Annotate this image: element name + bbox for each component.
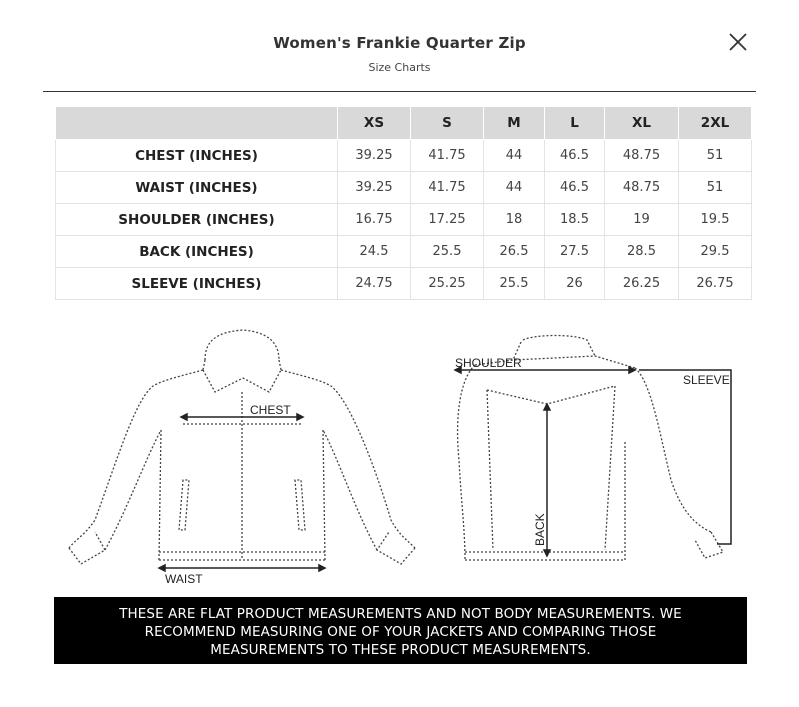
column-header: 2XL xyxy=(679,107,752,140)
table-cell: 51 xyxy=(679,172,752,204)
table-cell: 46.5 xyxy=(545,140,605,172)
notice-line: MEASUREMENTS TO THESE PRODUCT MEASUREMENTS. xyxy=(210,642,591,658)
row-label: BACK (INCHES) xyxy=(56,236,338,268)
notice-line: RECOMMEND MEASURING ONE OF YOUR JACKETS AND COMPARING THOSE xyxy=(144,624,657,640)
table-cell: 41.75 xyxy=(411,140,484,172)
modal-subtitle: Size Charts xyxy=(368,61,431,74)
row-label: CHEST (INCHES) xyxy=(56,140,338,172)
table-cell: 26.75 xyxy=(679,268,752,300)
table-cell: 51 xyxy=(679,140,752,172)
table-cell: 48.75 xyxy=(605,140,679,172)
notice-text xyxy=(54,605,747,659)
table-row xyxy=(56,204,752,236)
row-label: WAIST (INCHES) xyxy=(56,172,338,204)
table-row xyxy=(56,172,752,204)
table-cell: 44 xyxy=(484,140,545,172)
size-chart-table xyxy=(55,106,752,300)
table-cell: 19.5 xyxy=(679,204,752,236)
header-divider xyxy=(43,91,756,92)
row-label: SHOULDER (INCHES) xyxy=(56,204,338,236)
back-label: BACK xyxy=(533,513,547,546)
table-cell: 25.5 xyxy=(411,236,484,268)
table-row xyxy=(56,140,752,172)
column-header: S xyxy=(411,107,484,140)
table-cell: 18 xyxy=(484,204,545,236)
table-cell: 16.75 xyxy=(338,204,411,236)
table-cell: 19 xyxy=(605,204,679,236)
table-cell: 18.5 xyxy=(545,204,605,236)
row-label: SLEEVE (INCHES) xyxy=(56,268,338,300)
modal-header xyxy=(0,0,799,92)
table-cell: 29.5 xyxy=(679,236,752,268)
table-cell: 24.75 xyxy=(338,268,411,300)
table-cell: 44 xyxy=(484,172,545,204)
modal-title: Women's Frankie Quarter Zip xyxy=(273,34,526,52)
column-header: L xyxy=(545,107,605,140)
table-corner-cell xyxy=(56,107,338,140)
sleeve-measure-line xyxy=(639,370,731,544)
table-cell: 48.75 xyxy=(605,172,679,204)
table-cell: 24.5 xyxy=(338,236,411,268)
column-header: M xyxy=(484,107,545,140)
measurement-notice-banner xyxy=(54,597,747,664)
table-cell: 26 xyxy=(545,268,605,300)
table-header-row xyxy=(56,107,752,140)
table-cell: 17.25 xyxy=(411,204,484,236)
table-cell: 46.5 xyxy=(545,172,605,204)
table-cell: 25.25 xyxy=(411,268,484,300)
table-cell: 26.25 xyxy=(605,268,679,300)
table-row xyxy=(56,268,752,300)
shoulder-label: SHOULDER xyxy=(455,356,522,370)
table-cell: 39.25 xyxy=(338,172,411,204)
chest-label: CHEST xyxy=(250,403,291,417)
table-cell: 27.5 xyxy=(545,236,605,268)
close-icon xyxy=(726,30,750,54)
waist-measure-line xyxy=(159,565,325,571)
table-row xyxy=(56,236,752,268)
table-cell: 25.5 xyxy=(484,268,545,300)
column-header: XL xyxy=(605,107,679,140)
table-cell: 28.5 xyxy=(605,236,679,268)
waist-label: WAIST xyxy=(165,572,203,586)
sleeve-label: SLEEVE xyxy=(683,373,730,387)
jacket-measurement-diagram xyxy=(55,320,745,590)
table-cell: 26.5 xyxy=(484,236,545,268)
table-cell: 41.75 xyxy=(411,172,484,204)
table-cell: 39.25 xyxy=(338,140,411,172)
notice-line: THESE ARE FLAT PRODUCT MEASUREMENTS AND NOT BODY MEASUREMENTS. WE xyxy=(119,606,682,622)
column-header: XS xyxy=(338,107,411,140)
jacket-front-illustration xyxy=(69,330,415,564)
close-button[interactable] xyxy=(726,30,750,54)
